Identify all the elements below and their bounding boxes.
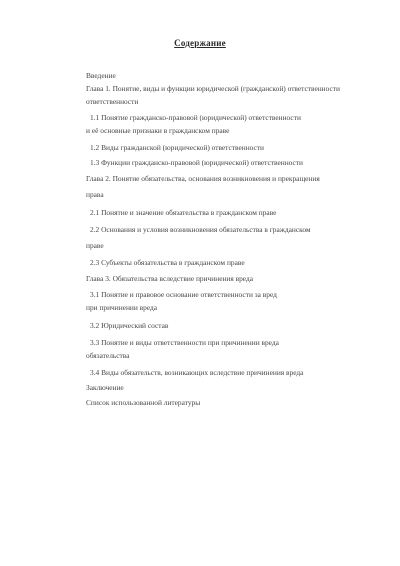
toc-line-section-1-3: 1.3 Функции гражданско-правовой (юридической) ответственности	[90, 158, 303, 167]
toc-line-section-3-2: 3.2 Юридический состав	[90, 321, 169, 330]
toc-line-section-3-4: 3.4 Виды обязательств, возникающих вследствие причинения вреда	[90, 368, 304, 377]
toc-line-introduction: Введение	[86, 71, 116, 80]
toc-line-section-2-2-cont: праве	[86, 241, 104, 250]
toc-line-chapter-1-cont: ответственности	[86, 97, 139, 106]
toc-line-references: Список использованной литературы	[86, 398, 201, 407]
toc-line-section-1-2: 1.2 Виды гражданской (юридической) ответственности	[90, 143, 264, 152]
page-title: Содержание	[174, 38, 226, 48]
toc-line-section-2-1: 2.1 Понятие и значение обязательства в гражданском праве	[90, 208, 277, 217]
toc-line-chapter-3: Глава 3. Обязательства вследствие причинения вреда	[86, 274, 254, 283]
toc-line-section-3-1: 3.1 Понятие и правовое основание ответственности за вред	[90, 290, 277, 299]
toc-line-section-3-1-cont: при причинении вреда	[86, 303, 158, 312]
toc-line-chapter-1: Глава 1. Понятие, виды и функции юридической (гражданской) ответственности	[86, 84, 340, 93]
toc-line-section-2-3: 2.3 Субъекты обязательства в гражданском праве	[90, 258, 245, 267]
toc-line-section-3-3-cont: обязательства	[86, 351, 130, 360]
toc-line-section-1-1-cont: и её основные признаки в гражданском праве	[86, 126, 230, 135]
toc-line-conclusion: Заключение	[86, 383, 124, 392]
toc-line-section-3-3: 3.3 Понятие и виды ответственности при причинении вреда	[90, 338, 279, 347]
toc-line-section-2-2: 2.2 Основания и условия возникновения обязательства в гражданском	[90, 225, 311, 234]
toc-line-chapter-2-cont: права	[86, 190, 104, 199]
toc-line-chapter-2: Глава 2. Понятие обязательства, основания возникновения и прекращения	[86, 174, 320, 183]
toc-line-section-1-1: 1.1 Понятие гражданско-правовой (юридической) ответственности	[90, 113, 301, 122]
